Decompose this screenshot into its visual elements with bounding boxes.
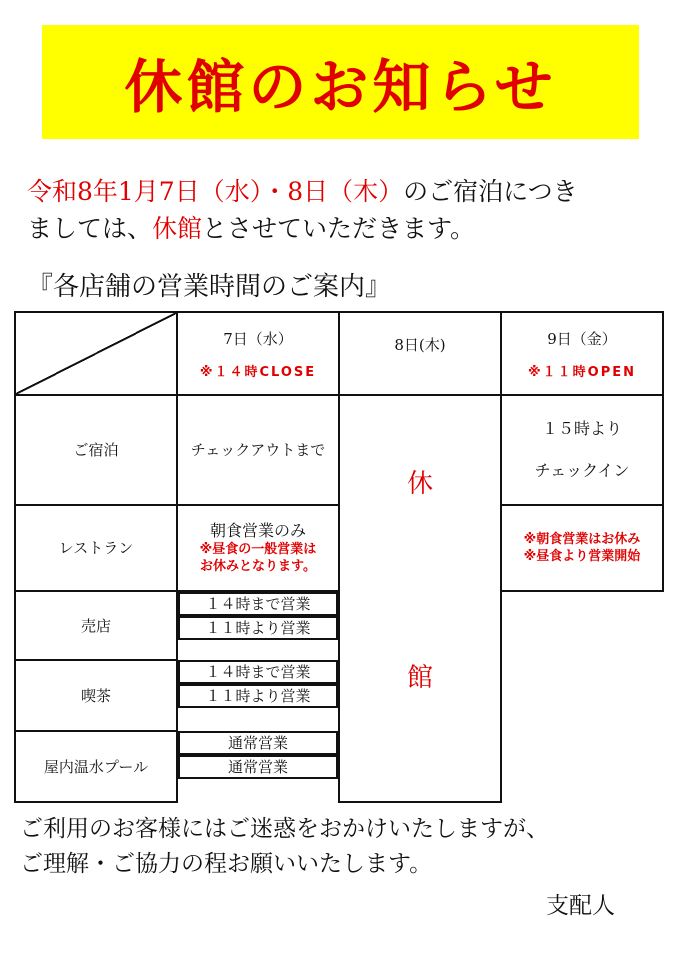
stay-day9 (501, 395, 663, 505)
page-title: 休館のお知らせ (124, 53, 557, 121)
closing-message (20, 812, 549, 882)
day8-closed-cell (339, 395, 501, 802)
row-label-cafe: 喫茶 (15, 660, 177, 731)
intro-paragraph (27, 173, 667, 247)
closed-word: 休館 (152, 214, 203, 243)
row-label-shop: 売店 (15, 591, 177, 660)
day7-note: ※１４時CLOSE (199, 364, 317, 380)
table-header-row (15, 312, 663, 395)
cafe-day9: １１時より営業 (178, 684, 338, 708)
pool-day9: 通常営業 (178, 755, 338, 779)
row-label-pool: 屋内温水プール (15, 731, 177, 802)
shop-day7: １４時まで営業 (178, 592, 338, 616)
restaurant-day7-main: 朝食営業のみ (209, 521, 306, 540)
closed-char-top: 休 (406, 469, 433, 499)
signature: 支配人 (546, 893, 615, 919)
row-label-restaurant: レストラン (15, 505, 177, 591)
title-banner (42, 25, 639, 139)
intro-line-2 (27, 210, 667, 247)
table-row (15, 395, 663, 505)
section-heading: 『各店舗の営業時間のご案内』 (27, 272, 392, 302)
day8-label: 8日(木) (394, 336, 446, 354)
closure-dates: 令和8年1月7日（水）・8日（木） (27, 177, 404, 206)
column-header-day9 (501, 312, 663, 395)
day7-label: 7日（水） (223, 329, 293, 348)
restaurant-day7 (177, 505, 339, 591)
stay-day9-line2: チェックイン (534, 461, 630, 480)
closed-char-bottom: 館 (406, 663, 433, 693)
intro-line-1 (27, 173, 667, 210)
restaurant-day9 (501, 505, 663, 591)
closing-line-2: ご理解・ご協力の程お願いいたします。 (20, 851, 433, 877)
business-hours-table (14, 311, 664, 803)
column-header-day7 (177, 312, 339, 395)
restaurant-day9-note1: ※朝食営業はお休み (523, 532, 641, 547)
restaurant-day7-note2: お休みとなります。 (200, 559, 316, 574)
row-label-stay: ご宿泊 (15, 395, 177, 505)
stay-day9-line1: １５時より (541, 419, 622, 438)
intro-line-2-start: ましては、 (27, 214, 153, 243)
closing-line-1: ご利用のお客様にはご迷惑をおかけいたしますが、 (20, 816, 549, 842)
restaurant-day9-note2: ※昼食より営業開始 (523, 549, 641, 564)
day9-label: 9日（金） (547, 329, 617, 348)
shop-day9: １１時より営業 (178, 616, 338, 640)
stay-day7: チェックアウトまで (177, 395, 339, 505)
corner-cell (15, 312, 177, 395)
column-header-day8 (339, 312, 501, 395)
day9-note: ※１１時OPEN (528, 364, 636, 380)
pool-day7: 通常営業 (178, 731, 338, 755)
intro-line-1-rest: のご宿泊につき (403, 177, 578, 206)
intro-line-2-end: とさせていただきます。 (202, 214, 476, 243)
cafe-day7: １４時まで営業 (178, 660, 338, 684)
restaurant-day7-note1: ※昼食の一般営業は (199, 542, 317, 557)
